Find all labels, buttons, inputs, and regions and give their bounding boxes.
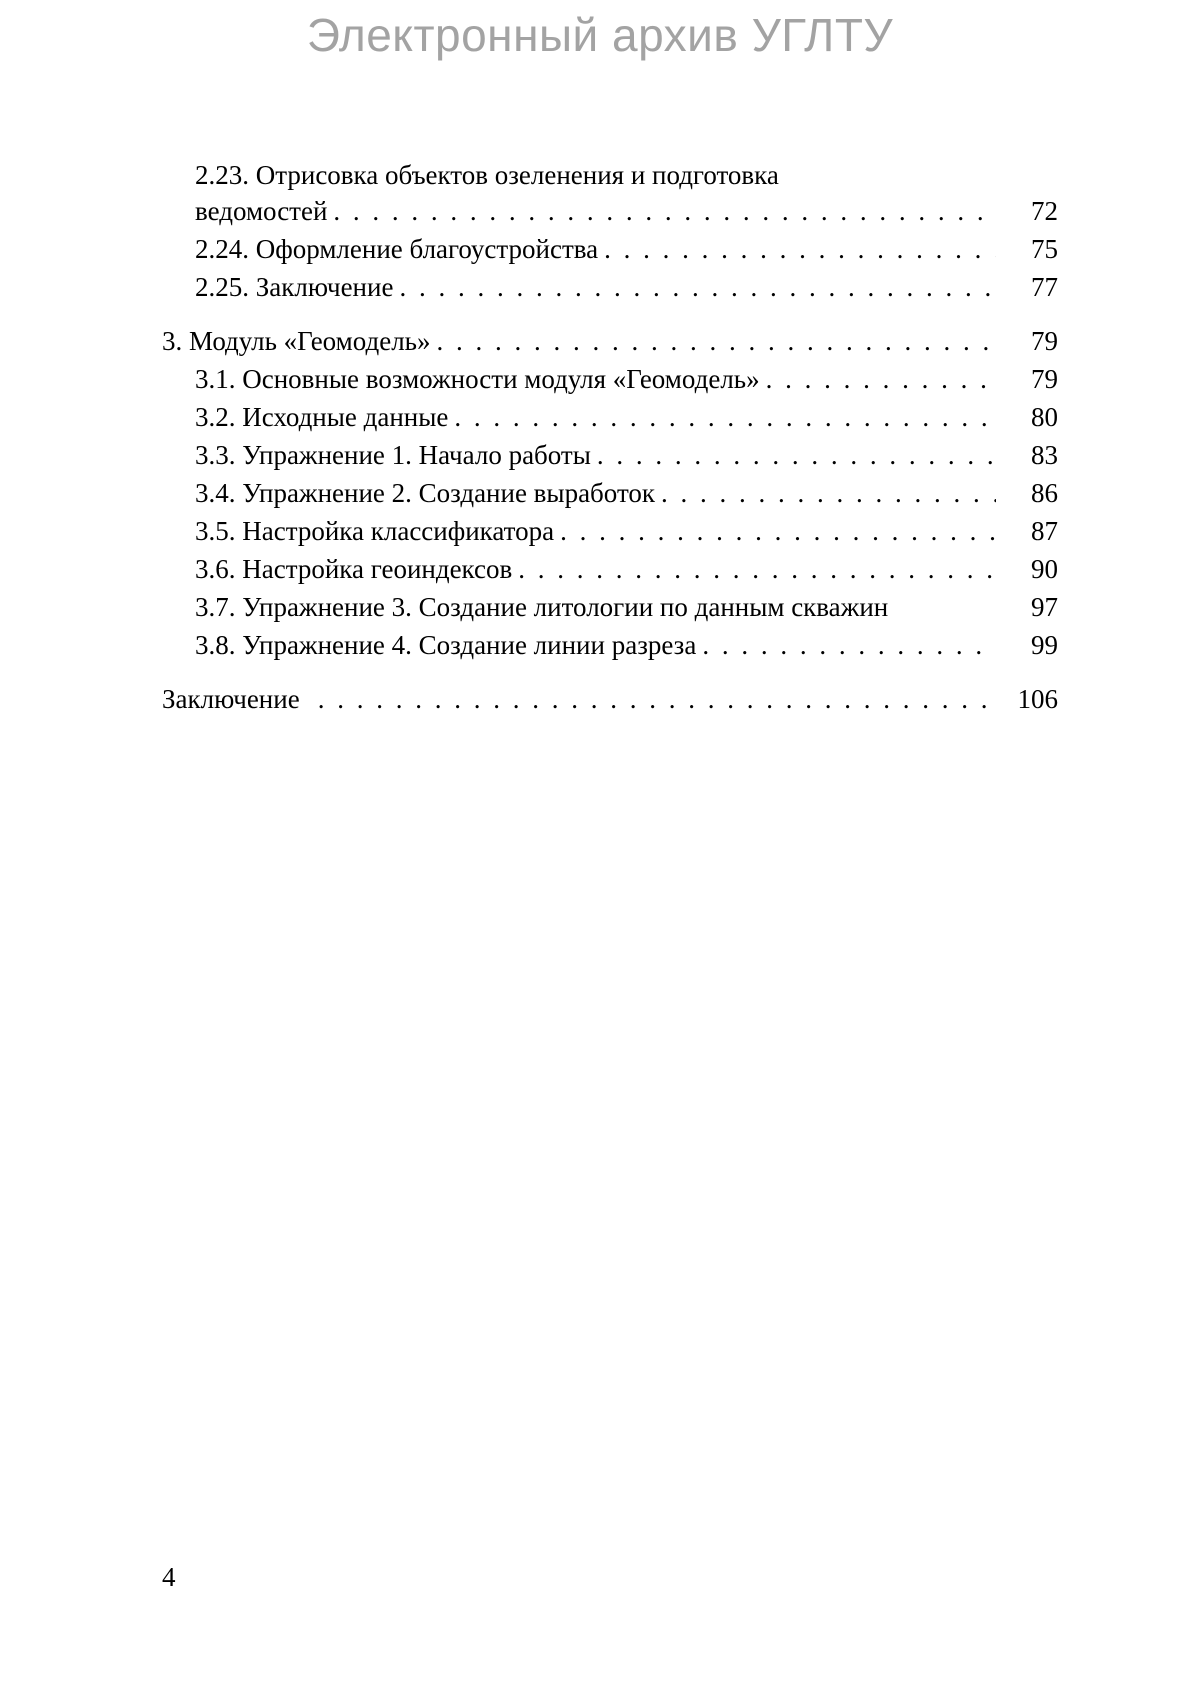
- toc-page-number: 80: [1031, 402, 1058, 432]
- toc-chapter-3[interactable]: [162, 322, 1058, 360]
- toc-page-number: 72: [1031, 196, 1058, 226]
- toc-entry-title: 3.3. Упражнение 1. Начало работы: [195, 440, 591, 470]
- toc-entry-title: 3.2. Исходные данные: [195, 402, 449, 432]
- toc-leader-dots: [318, 680, 996, 718]
- archive-watermark: Электронный архив УГЛТУ: [306, 9, 894, 61]
- toc-entry-3-1[interactable]: [195, 360, 1058, 398]
- toc-entry-3-8[interactable]: [195, 626, 1058, 664]
- toc-page-number: 99: [1031, 630, 1058, 660]
- toc-entry-3-2[interactable]: [195, 398, 1058, 436]
- toc-conclusion[interactable]: [162, 680, 1058, 718]
- toc-page-number: 75: [1031, 234, 1058, 264]
- toc-page-number: 77: [1031, 272, 1058, 302]
- toc-leader-dots: [454, 398, 996, 436]
- toc-page-number: 86: [1031, 478, 1058, 508]
- toc-entry-3-6[interactable]: [195, 550, 1058, 588]
- toc-leader-dots: [436, 322, 996, 360]
- toc-page-number: 87: [1031, 516, 1058, 546]
- toc-leader-dots: [518, 550, 996, 588]
- toc-entry-2-23-line1: 2.23. Отрисовка объектов озеленения и подготовка: [195, 160, 779, 190]
- toc-leader-dots: [661, 474, 996, 512]
- toc-entry-title: 3.8. Упражнение 4. Создание линии разреза: [195, 630, 697, 660]
- toc-leader-dots: [597, 436, 996, 474]
- toc-entry-3-5[interactable]: [195, 512, 1058, 550]
- toc-page-number: 90: [1031, 554, 1058, 584]
- toc-entry-title: 3.6. Настройка геоиндексов: [195, 554, 513, 584]
- toc-entry-title: 2.25. Заключение: [195, 272, 394, 302]
- toc-entry-3-4[interactable]: [195, 474, 1058, 512]
- toc-entry-title: 2.24. Оформление благоустройства: [195, 234, 599, 264]
- toc-entry-3-7[interactable]: [195, 588, 1058, 626]
- toc-leader-dots: [702, 626, 996, 664]
- toc-leader-dots: [766, 360, 996, 398]
- toc-page-number: 79: [1031, 364, 1058, 394]
- toc-page-number: 106: [1017, 684, 1058, 714]
- toc-entry-title: 3.4. Упражнение 2. Создание выработок: [195, 478, 656, 508]
- toc-page-number: 79: [1031, 326, 1058, 356]
- toc-page-number: 83: [1031, 440, 1058, 470]
- toc-entry-3-3[interactable]: [195, 436, 1058, 474]
- page-number: 4: [162, 1562, 176, 1592]
- toc-entry-title: 3.5. Настройка классификатора: [195, 516, 555, 546]
- toc-leader-dots: [399, 268, 996, 306]
- toc-leader-dots: [560, 512, 996, 550]
- toc-leader-dots: [604, 230, 996, 268]
- toc-entry-2-23[interactable]: [195, 192, 1058, 230]
- toc-entry-2-25[interactable]: [195, 268, 1058, 306]
- toc-page-number: 97: [1031, 592, 1058, 622]
- toc-entry-2-24[interactable]: [195, 230, 1058, 268]
- toc-entry-title: 3.1. Основные возможности модуля «Геомодель»: [195, 364, 760, 394]
- toc-entry-title: Заключение: [162, 684, 300, 714]
- toc-entry-title: 3. Модуль «Геомодель»: [162, 326, 431, 356]
- toc-leader-dots: [333, 192, 996, 230]
- toc-entry-title: ведомостей: [195, 196, 328, 226]
- toc-entry-title: 3.7. Упражнение 3. Создание литологии по данным скважин: [195, 592, 889, 622]
